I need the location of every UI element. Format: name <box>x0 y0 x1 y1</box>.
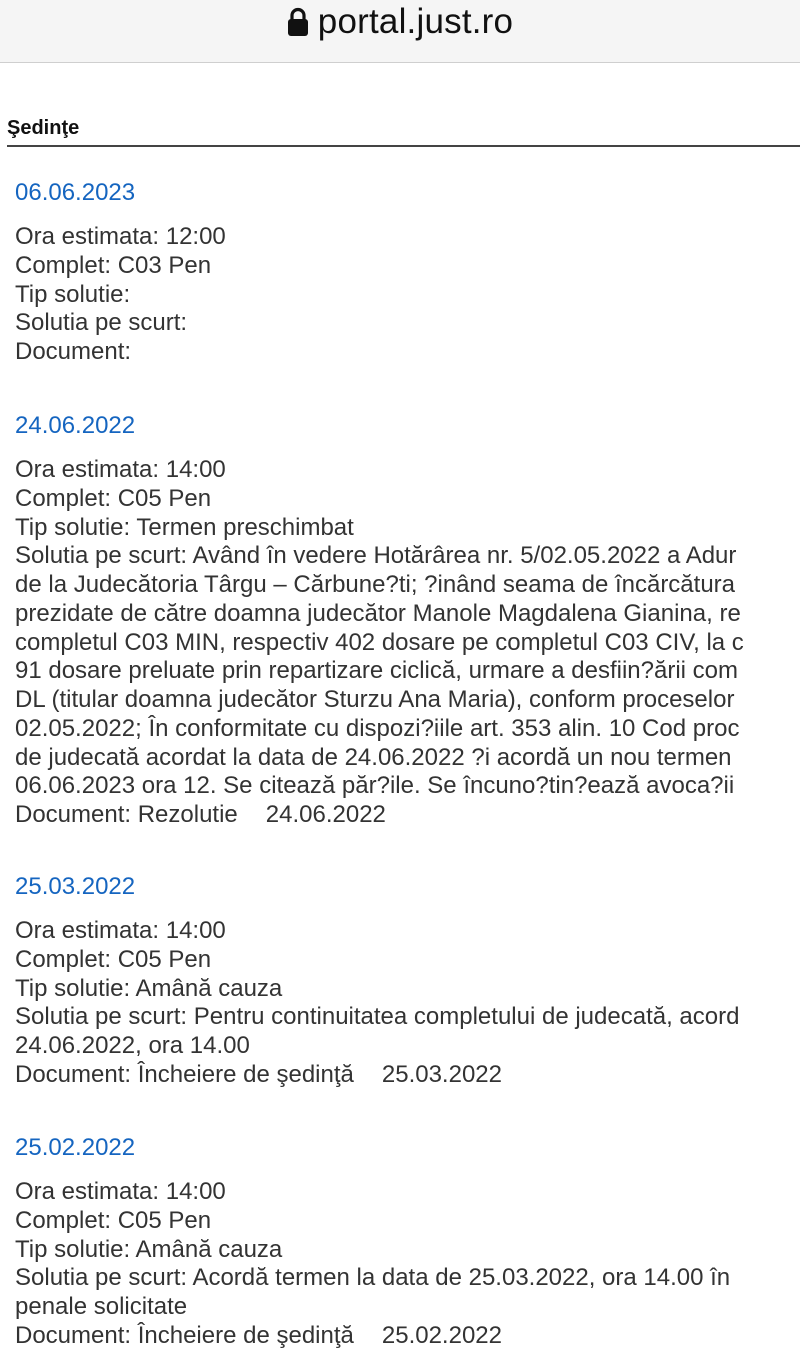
document-type: Încheiere de şedinţă <box>137 1060 354 1088</box>
document-row <box>15 338 800 367</box>
document-label: Document: <box>15 1060 138 1088</box>
ora-estimata-label: Ora estimata: <box>15 223 166 250</box>
solutia-pe-scurt-text: DL (titular doamna judecător Sturzu Ana Maria), conform proceselor <box>15 686 735 713</box>
complet-label: Complet: <box>15 1206 118 1234</box>
page-content <box>0 63 800 1349</box>
complet-label: Complet: <box>15 484 118 512</box>
document-date: 25.03.2022 <box>381 1060 502 1088</box>
document-row <box>15 1322 800 1349</box>
session-details <box>15 456 800 830</box>
tip-solutie-label: Tip solutie: <box>15 1235 136 1263</box>
session-item <box>15 179 800 367</box>
solutia-pe-scurt-label: Solutia pe scurt: <box>15 309 188 337</box>
ora-estimata-value: 14:00 <box>165 917 226 944</box>
ora-estimata-label: Ora estimata: <box>15 456 166 483</box>
solutia-pe-scurt-row <box>15 600 800 629</box>
ora-estimata-row <box>15 1178 800 1207</box>
complet-value: C05 Pen <box>117 484 212 512</box>
solutia-pe-scurt-text: Pentru continuitatea completului de judecată, acord <box>193 1003 740 1031</box>
complet-row <box>15 1207 800 1236</box>
session-date-link[interactable]: 06.06.2023 <box>15 179 136 206</box>
ora-estimata-row <box>15 456 800 485</box>
ora-estimata-row <box>15 223 800 252</box>
document-date: 25.02.2022 <box>381 1321 502 1349</box>
ora-estimata-value: 12:00 <box>165 223 226 250</box>
document-label: Document: <box>15 1321 138 1349</box>
tip-solutie-value: Amână cauza <box>135 974 283 1002</box>
solutia-pe-scurt-text: de la Judecătoria Târgu – Cărbune?ti; ?inând seama de încărcătura <box>15 571 736 598</box>
solutia-pe-scurt-text: prezidate de către doamna judecător Manole Magdalena Gianina, re <box>15 599 741 627</box>
solutia-pe-scurt-text: 24.06.2022, ora 14.00 <box>15 1032 250 1059</box>
solutia-pe-scurt-text: 02.05.2022; În conformitate cu dispozi?iile art. 353 alin. 10 Cod proc <box>15 714 740 742</box>
ora-estimata-row <box>15 917 800 946</box>
session-date-link[interactable]: 25.03.2022 <box>15 873 136 900</box>
session-details <box>15 223 800 367</box>
document-label: Document: <box>15 338 132 365</box>
session-details <box>15 1178 800 1349</box>
tip-solutie-row <box>15 514 800 543</box>
complet-row <box>15 485 800 514</box>
document-type: Rezolutie <box>137 801 238 828</box>
url-text[interactable]: portal.just.ro <box>317 2 514 41</box>
tip-solutie-value: Amână cauza <box>135 1235 283 1263</box>
section-title: Şedinţe <box>7 117 80 139</box>
session-details <box>15 917 800 1090</box>
address-bar-content[interactable] <box>0 2 800 42</box>
complet-row <box>15 946 800 975</box>
solutia-pe-scurt-row <box>15 309 800 338</box>
tip-solutie-value: Termen preschimbat <box>136 513 354 541</box>
solutia-pe-scurt-row <box>15 1293 800 1322</box>
tip-solutie-label: Tip solutie: <box>15 513 137 541</box>
solutia-pe-scurt-row <box>15 657 800 686</box>
ora-estimata-value: 14:00 <box>165 456 226 483</box>
complet-label: Complet: <box>15 251 118 279</box>
solutia-pe-scurt-text: 06.06.2023 ora 12. Se citează păr?ile. Se încuno?tin?ează avoca?ii <box>15 772 735 800</box>
ora-estimata-label: Ora estimata: <box>15 917 166 944</box>
tip-solutie-label: Tip solutie: <box>15 280 131 308</box>
browser-address-bar[interactable] <box>0 0 800 63</box>
complet-value: C05 Pen <box>117 1206 212 1234</box>
tip-solutie-row <box>15 281 800 310</box>
solutia-pe-scurt-text: 91 dosare preluate prin repartizare ciclică, urmare a desfiin?ării com <box>15 657 738 685</box>
solutia-pe-scurt-row <box>15 1003 800 1032</box>
solutia-pe-scurt-row <box>15 772 800 801</box>
lock-icon <box>287 7 309 37</box>
ora-estimata-value: 14:00 <box>165 1178 226 1205</box>
solutia-pe-scurt-text: penale solicitate <box>15 1293 188 1320</box>
tip-solutie-row <box>15 975 800 1004</box>
session-date-link[interactable]: 24.06.2022 <box>15 412 136 439</box>
solutia-pe-scurt-row <box>15 1032 800 1061</box>
solutia-pe-scurt-label: Solutia pe scurt: <box>15 1264 193 1292</box>
solutia-pe-scurt-row <box>15 744 800 773</box>
solutia-pe-scurt-row <box>15 1264 800 1293</box>
solutia-pe-scurt-row <box>15 542 800 571</box>
document-label: Document: <box>15 801 138 828</box>
section-divider <box>7 145 800 147</box>
complet-row <box>15 252 800 281</box>
solutia-pe-scurt-text: de judecată acordat la data de 24.06.2022 ?i acordă un nou termen <box>15 743 732 771</box>
tip-solutie-row <box>15 1236 800 1265</box>
session-item <box>15 412 800 830</box>
solutia-pe-scurt-row <box>15 686 800 715</box>
ora-estimata-label: Ora estimata: <box>15 1178 166 1205</box>
complet-value: C05 Pen <box>117 945 212 973</box>
solutia-pe-scurt-row <box>15 629 800 658</box>
complet-label: Complet: <box>15 945 118 973</box>
solutia-pe-scurt-row <box>15 715 800 744</box>
complet-value: C03 Pen <box>117 251 212 279</box>
solutia-pe-scurt-text: Acordă termen la data de 25.03.2022, ora 14.00 în <box>192 1264 731 1292</box>
document-date: 24.06.2022 <box>265 801 386 828</box>
document-type: Încheiere de şedinţă <box>137 1321 354 1349</box>
document-row <box>15 1061 800 1090</box>
solutia-pe-scurt-row <box>15 571 800 600</box>
solutia-pe-scurt-label: Solutia pe scurt: <box>15 542 193 570</box>
session-item <box>15 873 800 1090</box>
session-date-link[interactable]: 25.02.2022 <box>15 1134 136 1161</box>
tip-solutie-label: Tip solutie: <box>15 974 136 1002</box>
solutia-pe-scurt-label: Solutia pe scurt: <box>15 1003 194 1031</box>
solutia-pe-scurt-text: completul C03 MIN, respectiv 402 dosare pe completul C03 CIV, la c <box>15 628 744 656</box>
document-row <box>15 801 800 830</box>
solutia-pe-scurt-text: Având în vedere Hotărârea nr. 5/02.05.2022 a Adur <box>192 542 737 570</box>
session-item <box>15 1134 800 1349</box>
